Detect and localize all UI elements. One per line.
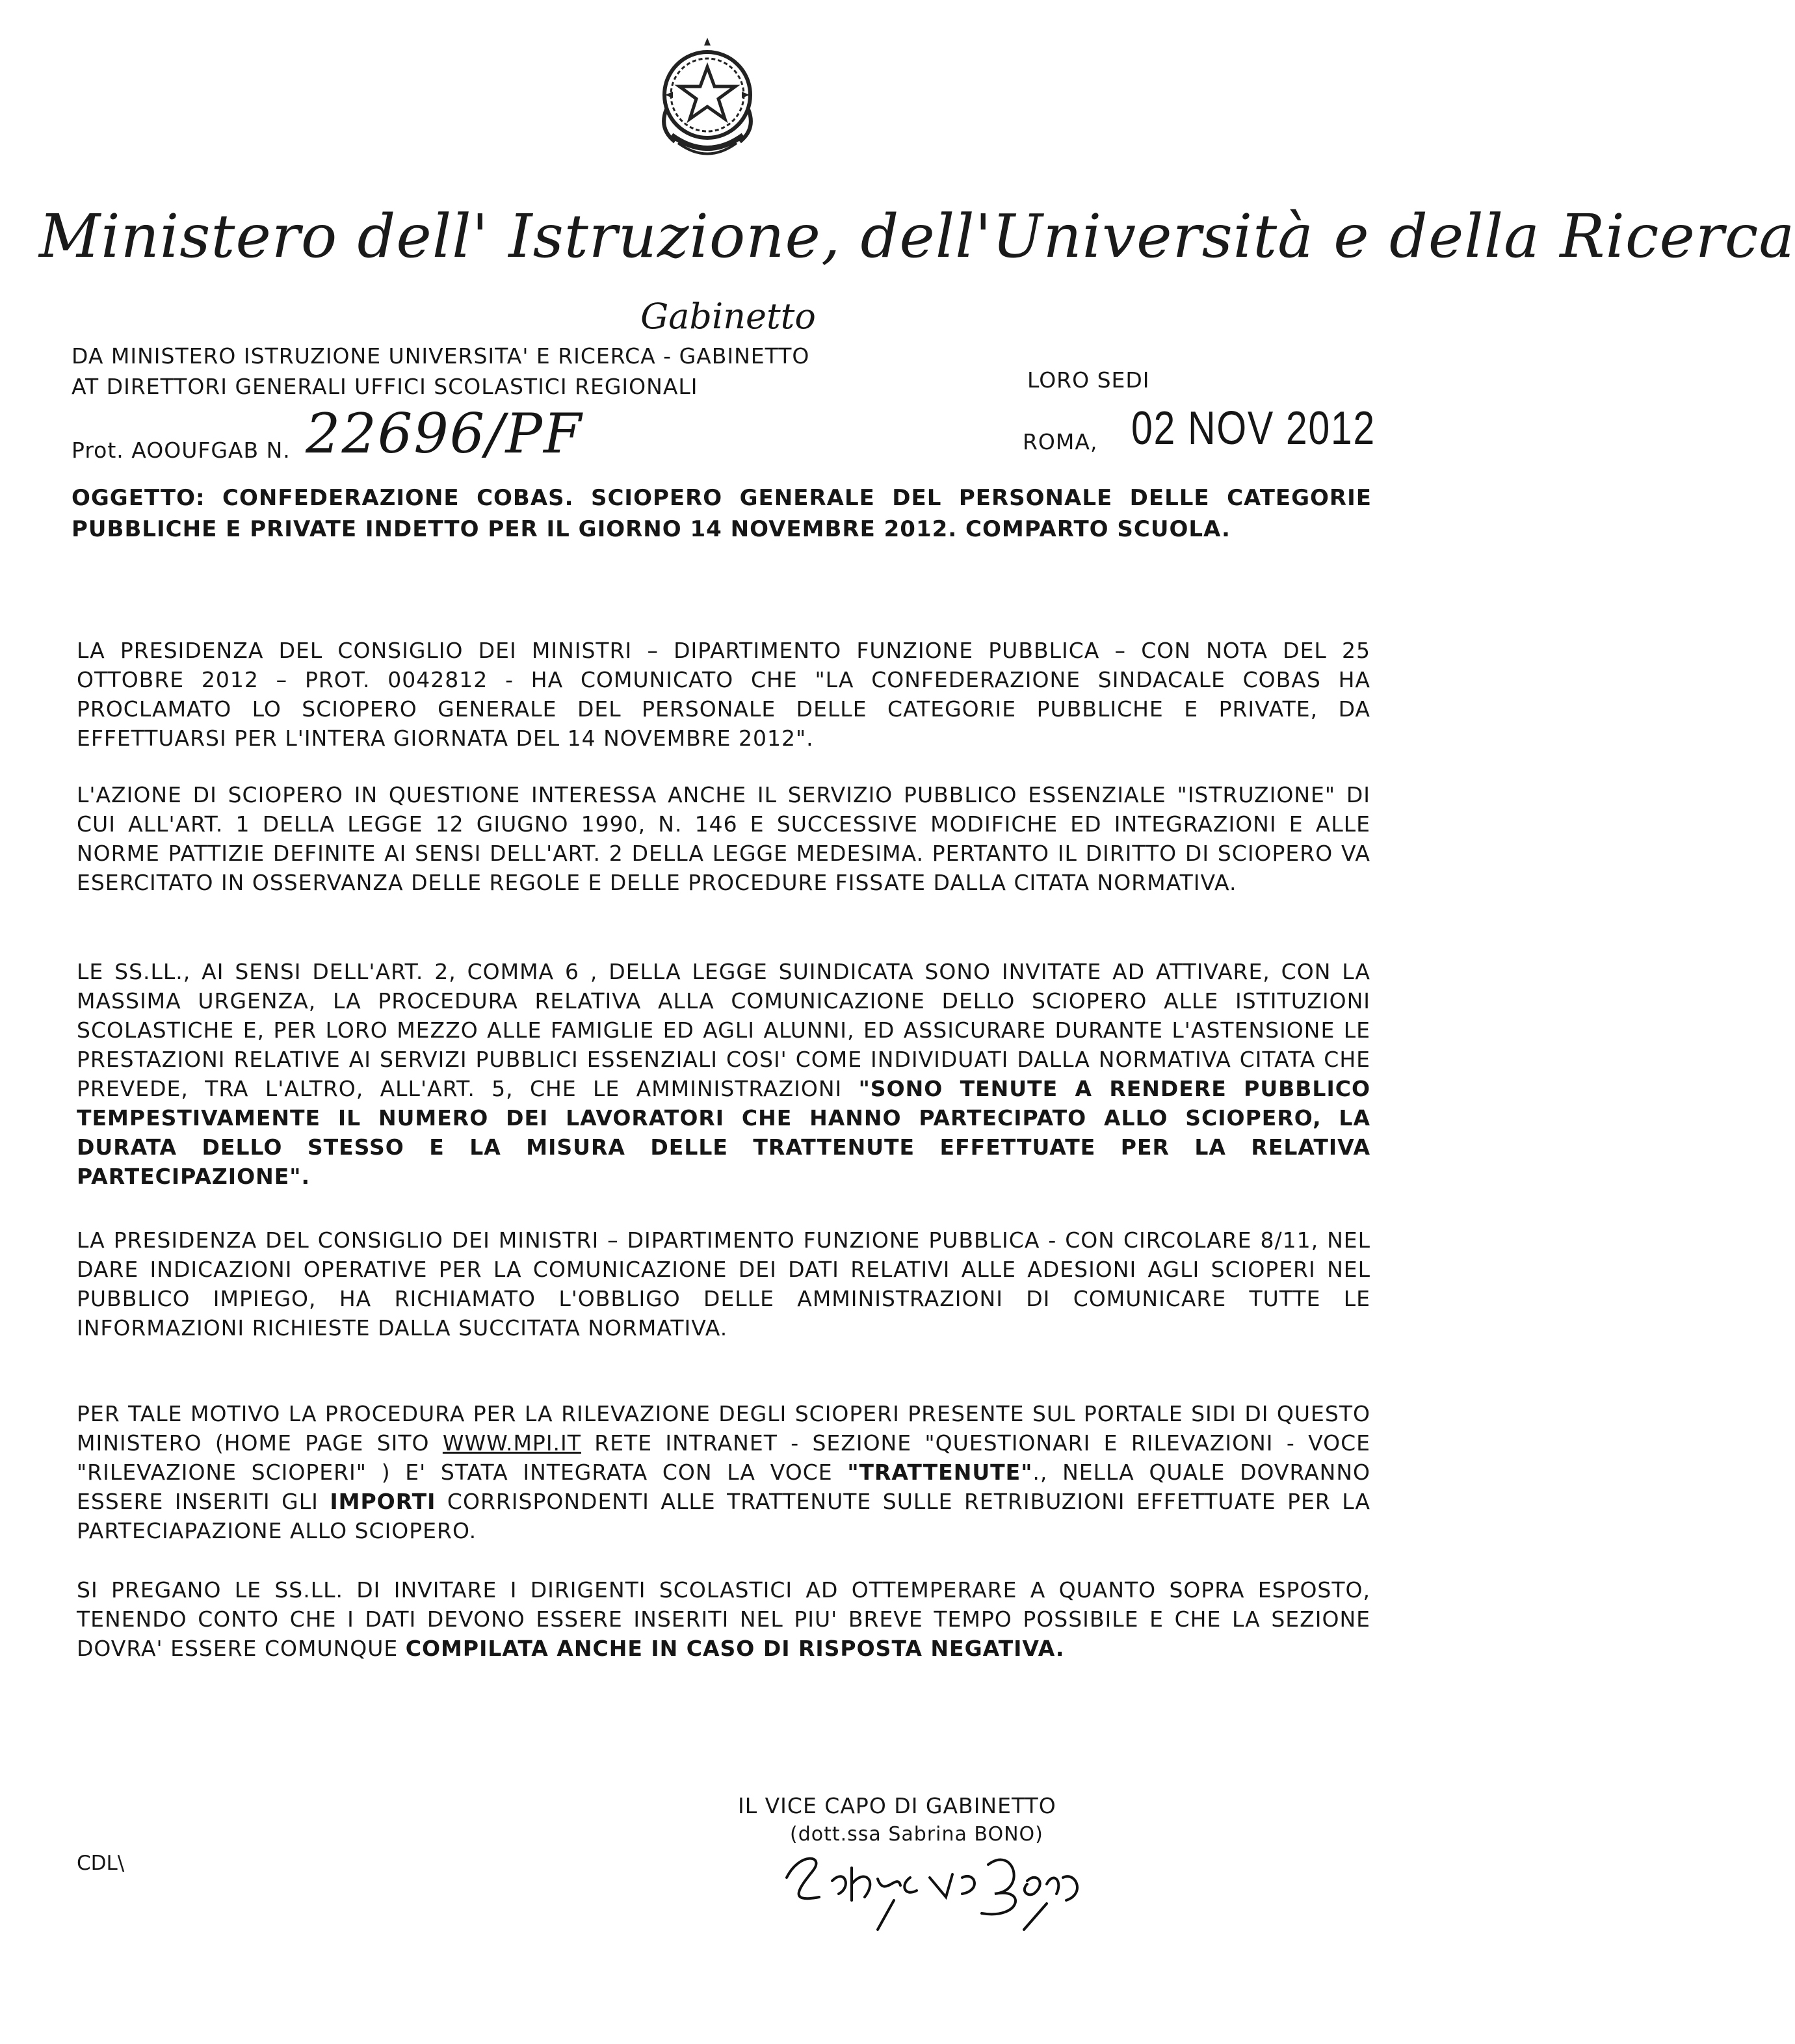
date-stamp: 02 NOV 2012: [1131, 402, 1376, 454]
paragraph-1: LA PRESIDENZA DEL CONSIGLIO DEI MINISTRI – DIPARTIMENTO FUNZIONE PUBBLICA – CON NOTA DEL 25 OTTOBRE 2012 – PROT. 0042812 - HA COMUNICATO CHE "LA CONFEDERAZIONE SINDACALE COBAS HA PROCLAMATO LO SCIOPERO GENERALE DEL PERSONALE DELLE CATEGORIE PUBBLICHE E PRIVATE, DA EFFETTUARSI PER L'INTERA GIORNATA DEL 14 NOVEMBRE 2012".: [77, 638, 1370, 751]
republic-emblem-icon: [652, 31, 763, 168]
subject: OGGETTO: CONFEDERAZIONE COBAS. SCIOPERO GENERALE DEL PERSONALE DELLE CATEGORIE PUBBLICHE E PRIVATE INDETTO PER IL GIORNO 14 NOVEMBRE 2012. COMPARTO SCUOLA.: [72, 485, 1372, 542]
from-line: DA MINISTERO ISTRUZIONE UNIVERSITA' E RICERCA - GABINETTO: [72, 343, 810, 369]
paragraph-5-text-c: ., NELLA QUALE DOVRANNO ESSERE INSERITI GLI: [77, 1460, 1370, 1514]
place-label: ROMA,: [1023, 429, 1098, 454]
paragraph-3: [77, 957, 1370, 1191]
paragraph-6-text: SI PREGANO LE SS.LL. DI INVITARE I DIRIGENTI SCOLASTICI AD OTTEMPERARE A QUANTO SOPRA ESPOSTO, TENENDO CONTO CHE I DATI DEVONO ESSERE INSERITI NEL PIU' BREVE TEMPO POSSIBILE E CHE LA SEZIONE DOVRA' ESSERE COMUNQUE: [77, 1577, 1370, 1661]
paragraph-5-bold-trattenute: "TRATTENUTE": [847, 1460, 1033, 1485]
loro-sedi: LORO SEDI: [1027, 367, 1150, 393]
paragraph-3-text: LE SS.LL., AI SENSI DELL'ART. 2, COMMA 6 , DELLA LEGGE SUINDICATA SONO INVITATE AD ATTIVARE, CON LA MASSIMA URGENZA, LA PROCEDURA RELATIVA ALLA COMUNICAZIONE DELLO SCIOPERO ALLE ISTITUZIONI SCOLASTICHE E, PER LORO MEZZO ALLE FAMIGLIE ED AGLI ALUNNI, ED ASSICURARE DURANTE L'ASTENSIONE LE PRESTAZIONI RELATIVE AI SERVIZI PUBBLICI ESSENZIALI COSI' COME INDIVIDUATI DALLA NORMATIVA CITATA CHE PREVEDE, TRA L'ALTRO, ALL'ART. 5, CHE LE AMMINISTRAZIONI: [77, 959, 1370, 1101]
paragraph-5-text-d: CORRISPONDENTI ALLE TRATTENUTE SULLE RETRIBUZIONI EFFETTUATE PER LA PARTECIAPAZIONE ALLO SCIOPERO.: [77, 1489, 1370, 1543]
handwritten-signature: [774, 1832, 1125, 1930]
paragraph-6: [77, 1575, 1370, 1663]
paragraph-5-bold-importi: IMPORTI: [330, 1489, 436, 1514]
paragraph-5-text-b: RETE INTRANET - SEZIONE "QUESTIONARI E RILEVAZIONI - VOCE "RILEVAZIONE SCIOPERI" ) E' STATA INTEGRATA CON LA VOCE: [77, 1430, 1370, 1485]
paragraph-5: [77, 1399, 1370, 1545]
office-name: Gabinetto: [640, 296, 816, 337]
paragraph-6-bold: COMPILATA ANCHE IN CASO DI RISPOSTA NEGATIVA.: [405, 1636, 1065, 1661]
paragraph-5-text-a: PER TALE MOTIVO LA PROCEDURA PER LA RILEVAZIONE DEGLI SCIOPERI PRESENTE SUL PORTALE SIDI DI QUESTO MINISTERO (HOME PAGE SITO: [77, 1401, 1370, 1456]
to-line: AT DIRETTORI GENERALI UFFICI SCOLASTICI REGIONALI: [72, 374, 698, 399]
paragraph-3-bold: "SONO TENUTE A RENDERE PUBBLICO TEMPESTIVAMENTE IL NUMERO DEI LAVORATORI CHE HANNO PARTECIPATO ALLO SCIOPERO, LA DURATA DELLO STESSO E LA MISURA DELLE TRATTENUTE EFFETTUATE PER LA RELATIVA PARTECIPAZIONE".: [77, 1076, 1370, 1189]
protocol-label: Prot. AOOUFGAB N.: [72, 438, 291, 463]
signatory-name: (dott.ssa Sabrina BONO): [790, 1823, 1043, 1846]
reference-code: CDL\: [77, 1852, 125, 1875]
website-link[interactable]: WWW.MPI.IT: [442, 1430, 581, 1456]
paragraph-4: LA PRESIDENZA DEL CONSIGLIO DEI MINISTRI – DIPARTIMENTO FUNZIONE PUBBLICA - CON CIRCOLARE 8/11, NEL DARE INDICAZIONI OPERATIVE PER LA COMUNICAZIONE DEI DATI RELATIVI ALLE ADESIONI AGLI SCIOPERI NEL PUBBLICO IMPIEGO, HA RICHIAMATO L'OBBLIGO DELLE AMMINISTRAZIONI DI COMUNICARE TUTTE LE INFORMAZIONI RICHIESTE DALLA SUCCITATA NORMATIVA.: [77, 1227, 1370, 1341]
ministry-letterhead: Ministero dell' Istruzione, dell'Università e della Ricerca: [39, 202, 1795, 271]
protocol-number: 22696/PF: [306, 402, 583, 465]
signature-role: IL VICE CAPO DI GABINETTO: [738, 1793, 1056, 1818]
paragraph-2: L'AZIONE DI SCIOPERO IN QUESTIONE INTERESSA ANCHE IL SERVIZIO PUBBLICO ESSENZIALE "ISTRUZIONE" DI CUI ALL'ART. 1 DELLA LEGGE 12 GIUGNO 1990, N. 146 E SUCCESSIVE MODIFICHE ED INTEGRAZIONI E ALLE NORME PATTIZIE DEFINITE AI SENSI DELL'ART. 2 DELLA LEGGE MEDESIMA. PERTANTO IL DIRITTO DI SCIOPERO VA ESERCITATO IN OSSERVANZA DELLE REGOLE E DELLE PROCEDURE FISSATE DALLA CITATA NORMATIVA.: [77, 782, 1370, 895]
